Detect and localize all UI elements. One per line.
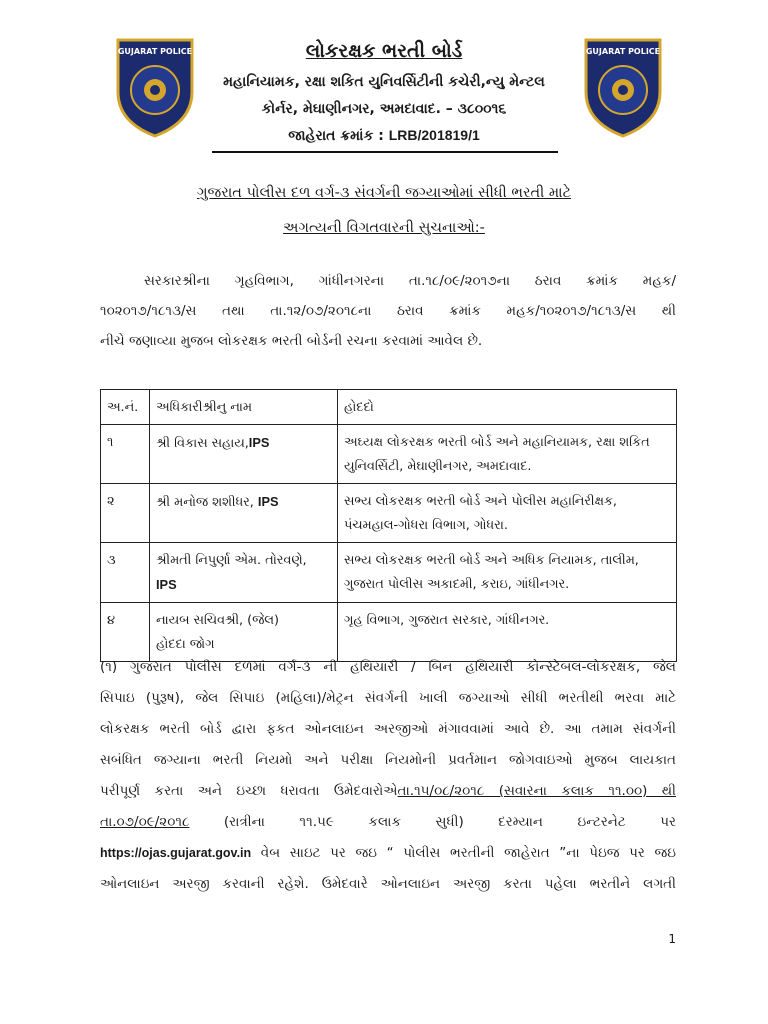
designation-line: યુનિવર્સિટી, મેઘાણીનગર, અમદાવાદ. <box>344 459 532 474</box>
intro-line: નીચે જણાવ્યા મુજબ લોકરક્ષક ભરતી બોર્ડની રચના કરવામાં આવેલ છે. <box>100 333 483 349</box>
ips-tag: IPS <box>248 435 270 450</box>
logo-lettering: GUJARAT POLICE <box>585 47 661 56</box>
page-number: 1 <box>668 932 676 946</box>
para-text: પરીપૂર્ણ કરતા અને ઇચ્છા ધરાવતા ઉમેદવારોએ <box>100 783 398 799</box>
instructions-paragraph-1 <box>100 652 676 900</box>
designation-line: ગૃહ વિભાગ, ગુજરાત સરકાર, ગાંધીનગર. <box>344 613 550 628</box>
intro-line: સરકારશ્રીના ગૃહવિભાગ, ગાંધીનગરના તા.૧૮/૦૯/૨૦૧૭ના ઠરાવ ક્રમાંક મહક/ <box>144 273 676 289</box>
name-text: શ્રી વિકાસ સહાય, <box>156 436 249 451</box>
serial-no: ૪ <box>101 603 150 662</box>
address-line-2: કોર્નર, મેઘાણીનગર, અમદાવાદ. – ૩૮૦૦૧૬ <box>261 101 507 117</box>
advertisement-number <box>0 127 768 144</box>
serial-no: ૩ <box>101 543 150 603</box>
officer-name <box>150 484 338 543</box>
para-text: (રાત્રીના ૧૧.૫૯ કલાક સુધી) દરમ્યાન ઇન્ટરનેટ પર <box>189 814 676 830</box>
header-officer-name: અધિકારીશ્રીનુ નામ <box>150 390 338 425</box>
table-row <box>101 425 677 484</box>
officer-name <box>150 425 338 484</box>
para-line: સબંધિત જગ્યાના ભરતી નિયમો અને પરીક્ષા નિયમોની પ્રવર્તમાન જોગવાઇઓ મુજબ લાયકાત <box>100 752 676 768</box>
para-line <box>100 776 676 807</box>
designation <box>338 425 677 484</box>
ojas-website-link[interactable]: https://ojas.gujarat.gov.in <box>100 846 252 860</box>
address-line-1: મહાનિયામક, રક્ષા શકિત યુનિવર્સિટીની કચેરી,ન્યુ મેન્ટલ <box>223 74 545 90</box>
board-title: લોકરક્ષક ભરતી બોર્ડ <box>305 40 463 62</box>
application-start-date: તા.૧૫/૦૮/૨૦૧૮ (સવારના કલાક ૧૧.૦૦) થી <box>397 783 676 799</box>
designation-line: સભ્ય લોકરક્ષક ભરતી બોર્ડ અને અધિક નિયામક, તાલીમ, <box>344 553 639 568</box>
designation-line: સભ્ય લોકરક્ષક ભરતી બોર્ડ અને પોલીસ મહાનિરીક્ષક, <box>344 494 617 509</box>
name-text: શ્રીમતી નિપુર્ણા એમ. તોરવણે, <box>156 553 307 568</box>
advert-label: જાહેરાત ક્રમાંક : <box>288 128 384 144</box>
table-row <box>101 484 677 543</box>
intro-line: ૧૦૨૦૧૭/૧૮૧૩/સ તથા તા.૧૨/૦૭/૨૦૧૮ના ઠરાવ ક્રમાંક મહક/૧૦૨૦૧૭/૧૮૧૩/સ થી <box>100 303 676 319</box>
para-text: વેબ સાઇટ પર જઇ “ પોલીસ ભરતીની જાહેરાત ”ના પેઇજ પર જઇ <box>251 845 676 861</box>
name-text: હોદદા જોગ <box>156 637 215 652</box>
name-text: નાયબ સચિવશ્રી, (જેલ) <box>156 613 279 628</box>
header-divider <box>212 151 558 153</box>
table-row <box>101 543 677 603</box>
para-line <box>100 838 676 869</box>
header-serial: અ.નં. <box>101 390 150 425</box>
officer-name <box>150 543 338 603</box>
board-members-table <box>100 389 677 662</box>
advert-code: LRB/201819/1 <box>388 127 480 143</box>
designation <box>338 484 677 543</box>
name-text: શ્રી મનોજ શશીધર, <box>156 495 258 510</box>
para-line <box>100 807 676 838</box>
ips-tag: IPS <box>257 494 279 509</box>
logo-lettering: GUJARAT POLICE <box>117 47 193 56</box>
designation-line: પંચમહાલ-ગોધરા વિભાગ, ગોધરા. <box>344 518 508 533</box>
header-designation: હોદદો <box>338 390 677 425</box>
designation <box>338 543 677 603</box>
para-line: (૧) ગુજરાત પોલીસ દળમાં વર્ગ-૩ ની હથિયારી / બિન હથિયારી કોન્સ્ટેબલ-લોકરક્ષક, જેલ <box>100 659 676 675</box>
serial-no: ૨ <box>101 484 150 543</box>
serial-no: ૧ <box>101 425 150 484</box>
notice-heading-2: અગત્યની વિગતવારની સુચનાઓ:- <box>283 220 485 236</box>
ips-tag: IPS <box>156 577 177 592</box>
notice-heading-1: ગુજરાત પોલીસ દળ વર્ગ-૩ સંવર્ગની જગ્યાઓમાં સીધી ભરતી માટે <box>196 185 572 201</box>
para-line: લોકરક્ષક ભરતી બોર્ડ દ્વારા ફકત ઓનલાઇન અરજીઓ મંગાવવામાં આવે છે. આ તમામ સંવર્ગની <box>100 721 676 737</box>
application-end-date: તા.૦૭/૦૯/૨૦૧૮ <box>100 814 190 830</box>
designation-line: ગુજરાત પોલીસ અકાદમી, કરાઇ, ગાંધીનગર. <box>344 577 570 592</box>
table-header-row <box>101 390 677 425</box>
para-line: સિપાઇ (પુરૂષ), જેલ સિપાઇ (મહિલા)/મેટ્રન સંવર્ગની ખાલી જગ્યાઓ સીધી ભરતીથી ભરવા માટે <box>100 690 676 706</box>
intro-paragraph <box>100 266 676 356</box>
designation-line: અઘ્યક્ષ લોકરક્ષક ભરતી બોર્ડ અને મહાનિયામક, રક્ષા શકિત <box>344 435 650 450</box>
para-line: ઓનલાઇન અરજી કરવાની રહેશે. ઉમેદવારે ઓનલાઇન અરજી કરતા પહેલા ભરતીને લગતી <box>100 876 676 892</box>
